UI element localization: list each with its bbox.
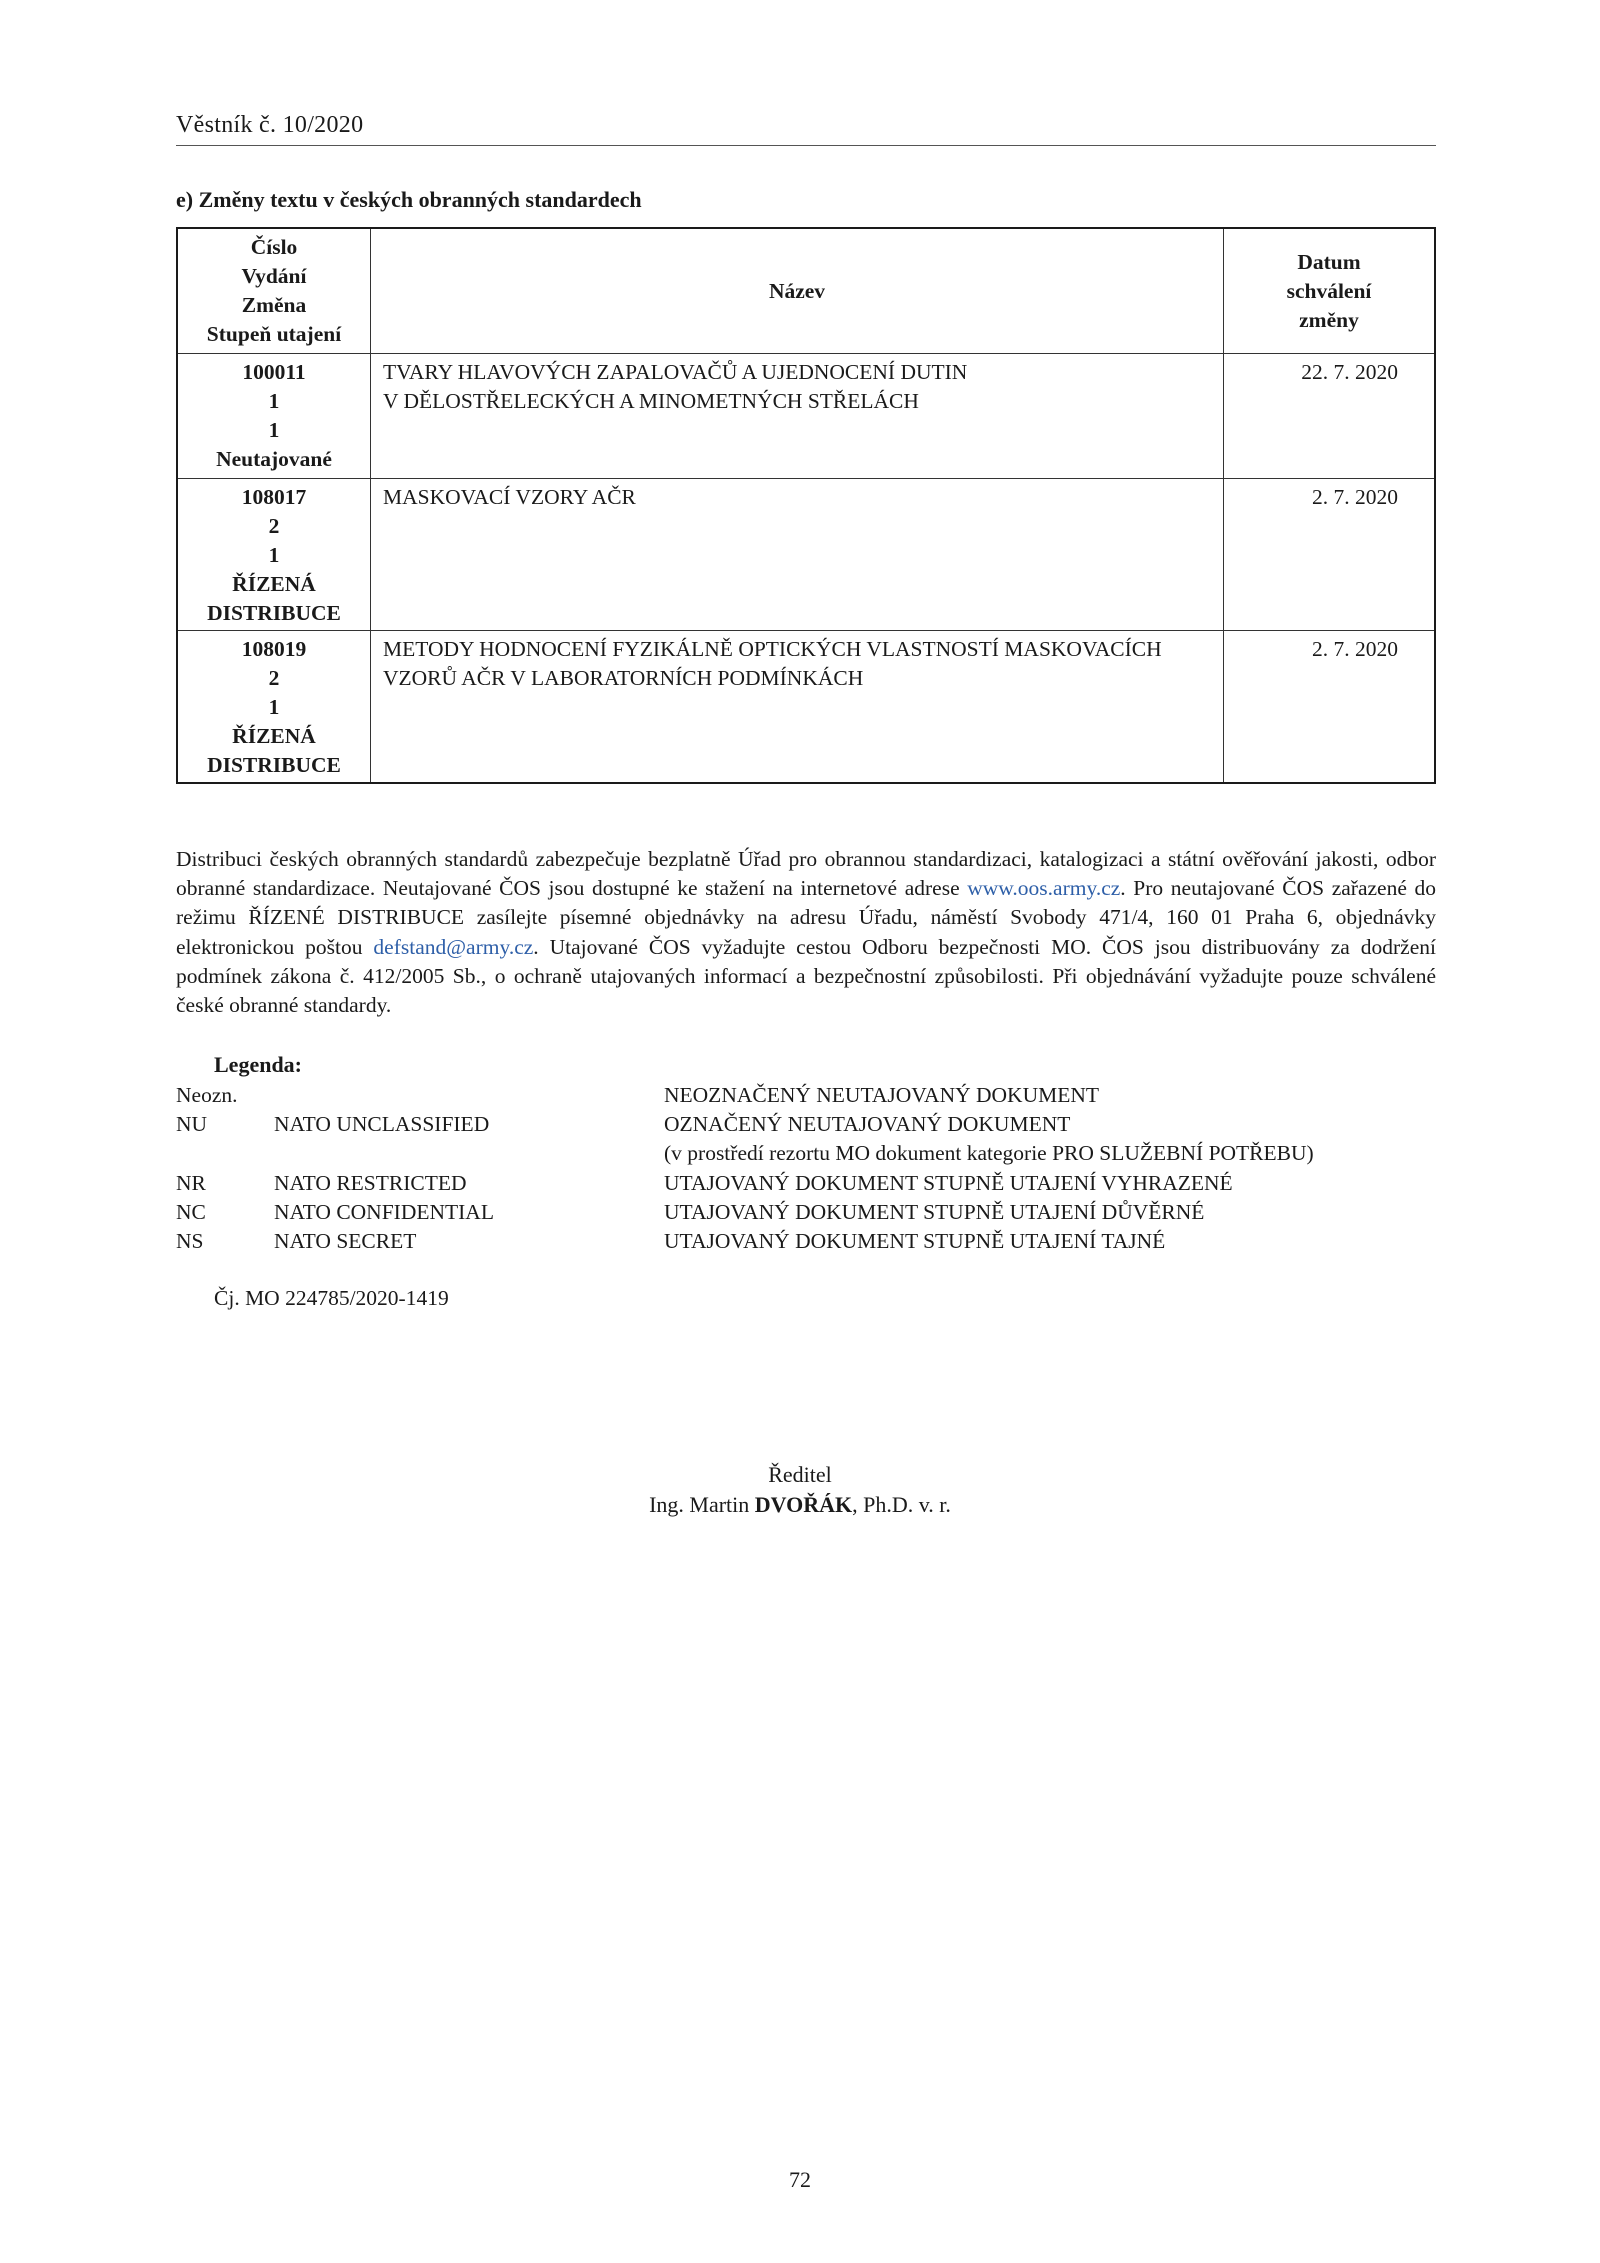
reference-number: Čj. MO 224785/2020-1419 — [214, 1286, 449, 1310]
standard-classification: DISTRIBUCE — [207, 601, 341, 625]
page-header — [176, 112, 1436, 146]
standard-name-line: METODY HODNOCENÍ FYZIKÁLNĚ OPTICKÝCH VLASTNOSTÍ MASKOVACÍCH — [383, 637, 1162, 661]
standard-number: 100011 — [242, 360, 306, 384]
legend-code: NR — [176, 1170, 206, 1195]
legend-description: OZNAČENÝ NEUTAJOVANÝ DOKUMENT — [664, 1112, 1071, 1137]
table-row — [177, 354, 1435, 479]
header-date-line: Datum — [1297, 249, 1361, 274]
legend-code: NC — [176, 1199, 206, 1224]
legend-code: NS — [176, 1228, 204, 1253]
signatory-role: Ředitel — [768, 1462, 832, 1487]
approval-date-cell: 2. 7. 2020 — [1224, 479, 1436, 631]
header-name-cell: Název — [371, 228, 1224, 354]
legend-row — [176, 1198, 1436, 1227]
legend-description: NEOZNAČENÝ NEUTAJOVANÝ DOKUMENT — [664, 1083, 1100, 1107]
signatory-name-line — [0, 1490, 1600, 1520]
legend-code: Neozn. — [176, 1083, 238, 1107]
legend-nato-label: NATO SECRET — [274, 1228, 417, 1253]
table-row — [177, 631, 1435, 784]
standard-name-line: VZORŮ AČR V LABORATORNÍCH PODMÍNKÁCH — [383, 666, 864, 690]
legend-row — [176, 1169, 1436, 1198]
standard-id-cell — [177, 354, 371, 479]
standard-name-cell — [371, 354, 1224, 479]
legend-row — [176, 1110, 1436, 1139]
approval-date-cell: 22. 7. 2020 — [1224, 354, 1436, 479]
header-date-cell — [1224, 228, 1436, 354]
approval-date-cell: 2. 7. 2020 — [1224, 631, 1436, 784]
signature-block — [0, 1460, 1600, 1520]
standard-name-line: V DĚLOSTŘELECKÝCH A MINOMETNÝCH STŘELÁCH — [383, 389, 919, 413]
standard-edition: 1 — [268, 389, 280, 413]
legend-description: UTAJOVANÝ DOKUMENT STUPNĚ UTAJENÍ DŮVĚRNÉ — [664, 1199, 1205, 1224]
email-link[interactable]: defstand@army.cz — [373, 934, 534, 959]
legend-row — [176, 1081, 1436, 1110]
standard-classification: DISTRIBUCE — [207, 753, 341, 777]
section-heading: e) Změny textu v českých obranných standardech — [176, 187, 642, 212]
legend-list — [176, 1081, 1436, 1256]
standard-name-line: MASKOVACÍ VZORY AČR — [383, 485, 636, 509]
legend-nato-label: NATO CONFIDENTIAL — [274, 1199, 494, 1224]
bulletin-title: Věstník č. 10/2020 — [176, 112, 364, 138]
header-id-line: Číslo — [250, 235, 298, 259]
paragraph-text: . Utajované ČOS vyžadujte cestou Odboru bezpečnosti MO. ČOS jsou distribuovány za dodržení podmínek zákona č. 412/2005 Sb., o ochraně utajovaných informací a bezpečnostní způsobilosti. Při objednávání vyžadujte pouze schválené české obranné standardy. — [176, 934, 1436, 1018]
standard-change: 1 — [268, 695, 280, 719]
standard-edition: 2 — [268, 666, 280, 690]
legend-code: NU — [176, 1112, 208, 1137]
standard-id-cell — [177, 631, 371, 784]
standard-number: 108017 — [241, 485, 307, 509]
paragraph-text: . Pro neutajované ČOS zařazené do režimu ŘÍZENÉ DISTRIBUCE zasílejte písemné objednávky na adresu Úřadu, náměstí Svobody 471/4, 160 01 Praha 6, objednávky elektronickou poštou — [176, 876, 1436, 959]
signatory-surname: DVOŘÁK — [754, 1492, 853, 1517]
header-id-line: Vydání — [241, 264, 307, 288]
website-link[interactable]: www.oos.army.cz — [967, 876, 1121, 901]
legend-title: Legenda: — [214, 1052, 302, 1077]
legend-nato-label: NATO UNCLASSIFIED — [274, 1112, 490, 1137]
legend-nato-label: NATO RESTRICTED — [274, 1170, 467, 1195]
standard-classification: ŘÍZENÁ — [232, 724, 316, 748]
standard-name-line: TVARY HLAVOVÝCH ZAPALOVAČŮ A UJEDNOCENÍ DUTIN — [383, 360, 968, 384]
standard-change: 1 — [268, 543, 280, 567]
standard-name-cell — [371, 479, 1224, 631]
legend-description: UTAJOVANÝ DOKUMENT STUPNĚ UTAJENÍ VYHRAZENÉ — [664, 1170, 1233, 1195]
legend-row — [176, 1227, 1436, 1256]
legend-description: (v prostředí rezortu MO dokument kategorie PRO SLUŽEBNÍ POTŘEBU) — [664, 1141, 1314, 1166]
page-number: 72 — [789, 2167, 811, 2192]
table-row — [177, 479, 1435, 631]
signatory-suffix: , Ph.D. v. r. — [852, 1492, 951, 1517]
standard-classification: ŘÍZENÁ — [232, 572, 316, 596]
standards-table — [176, 227, 1436, 784]
signatory-prefix: Ing. Martin — [649, 1492, 755, 1517]
header-id-line: Stupeň utajení — [206, 322, 342, 346]
legend-description: UTAJOVANÝ DOKUMENT STUPNĚ UTAJENÍ TAJNÉ — [664, 1228, 1166, 1253]
header-date-line: schválení — [1286, 278, 1372, 303]
distribution-paragraph — [176, 845, 1436, 1020]
header-date-line: změny — [1299, 307, 1359, 332]
header-id-cell — [177, 228, 371, 354]
standard-number: 108019 — [241, 637, 307, 661]
header-id-line: Změna — [241, 293, 307, 317]
standard-change: 1 — [268, 418, 280, 442]
standard-edition: 2 — [268, 514, 280, 538]
table-header-row — [177, 228, 1435, 354]
standard-name-cell — [371, 631, 1224, 784]
paragraph-text: Distribuci českých obranných standardů zabezpečuje bezplatně Úřad pro obrannou standardizaci, katalogizaci a státní ověřování jakosti, odbor obranné standardizace. Neutajované ČOS jsou dostupné ke stažení na internetové adrese — [176, 847, 1436, 901]
legend-row — [176, 1139, 1436, 1168]
standard-classification: Neutajované — [216, 447, 332, 471]
standard-id-cell — [177, 479, 371, 631]
